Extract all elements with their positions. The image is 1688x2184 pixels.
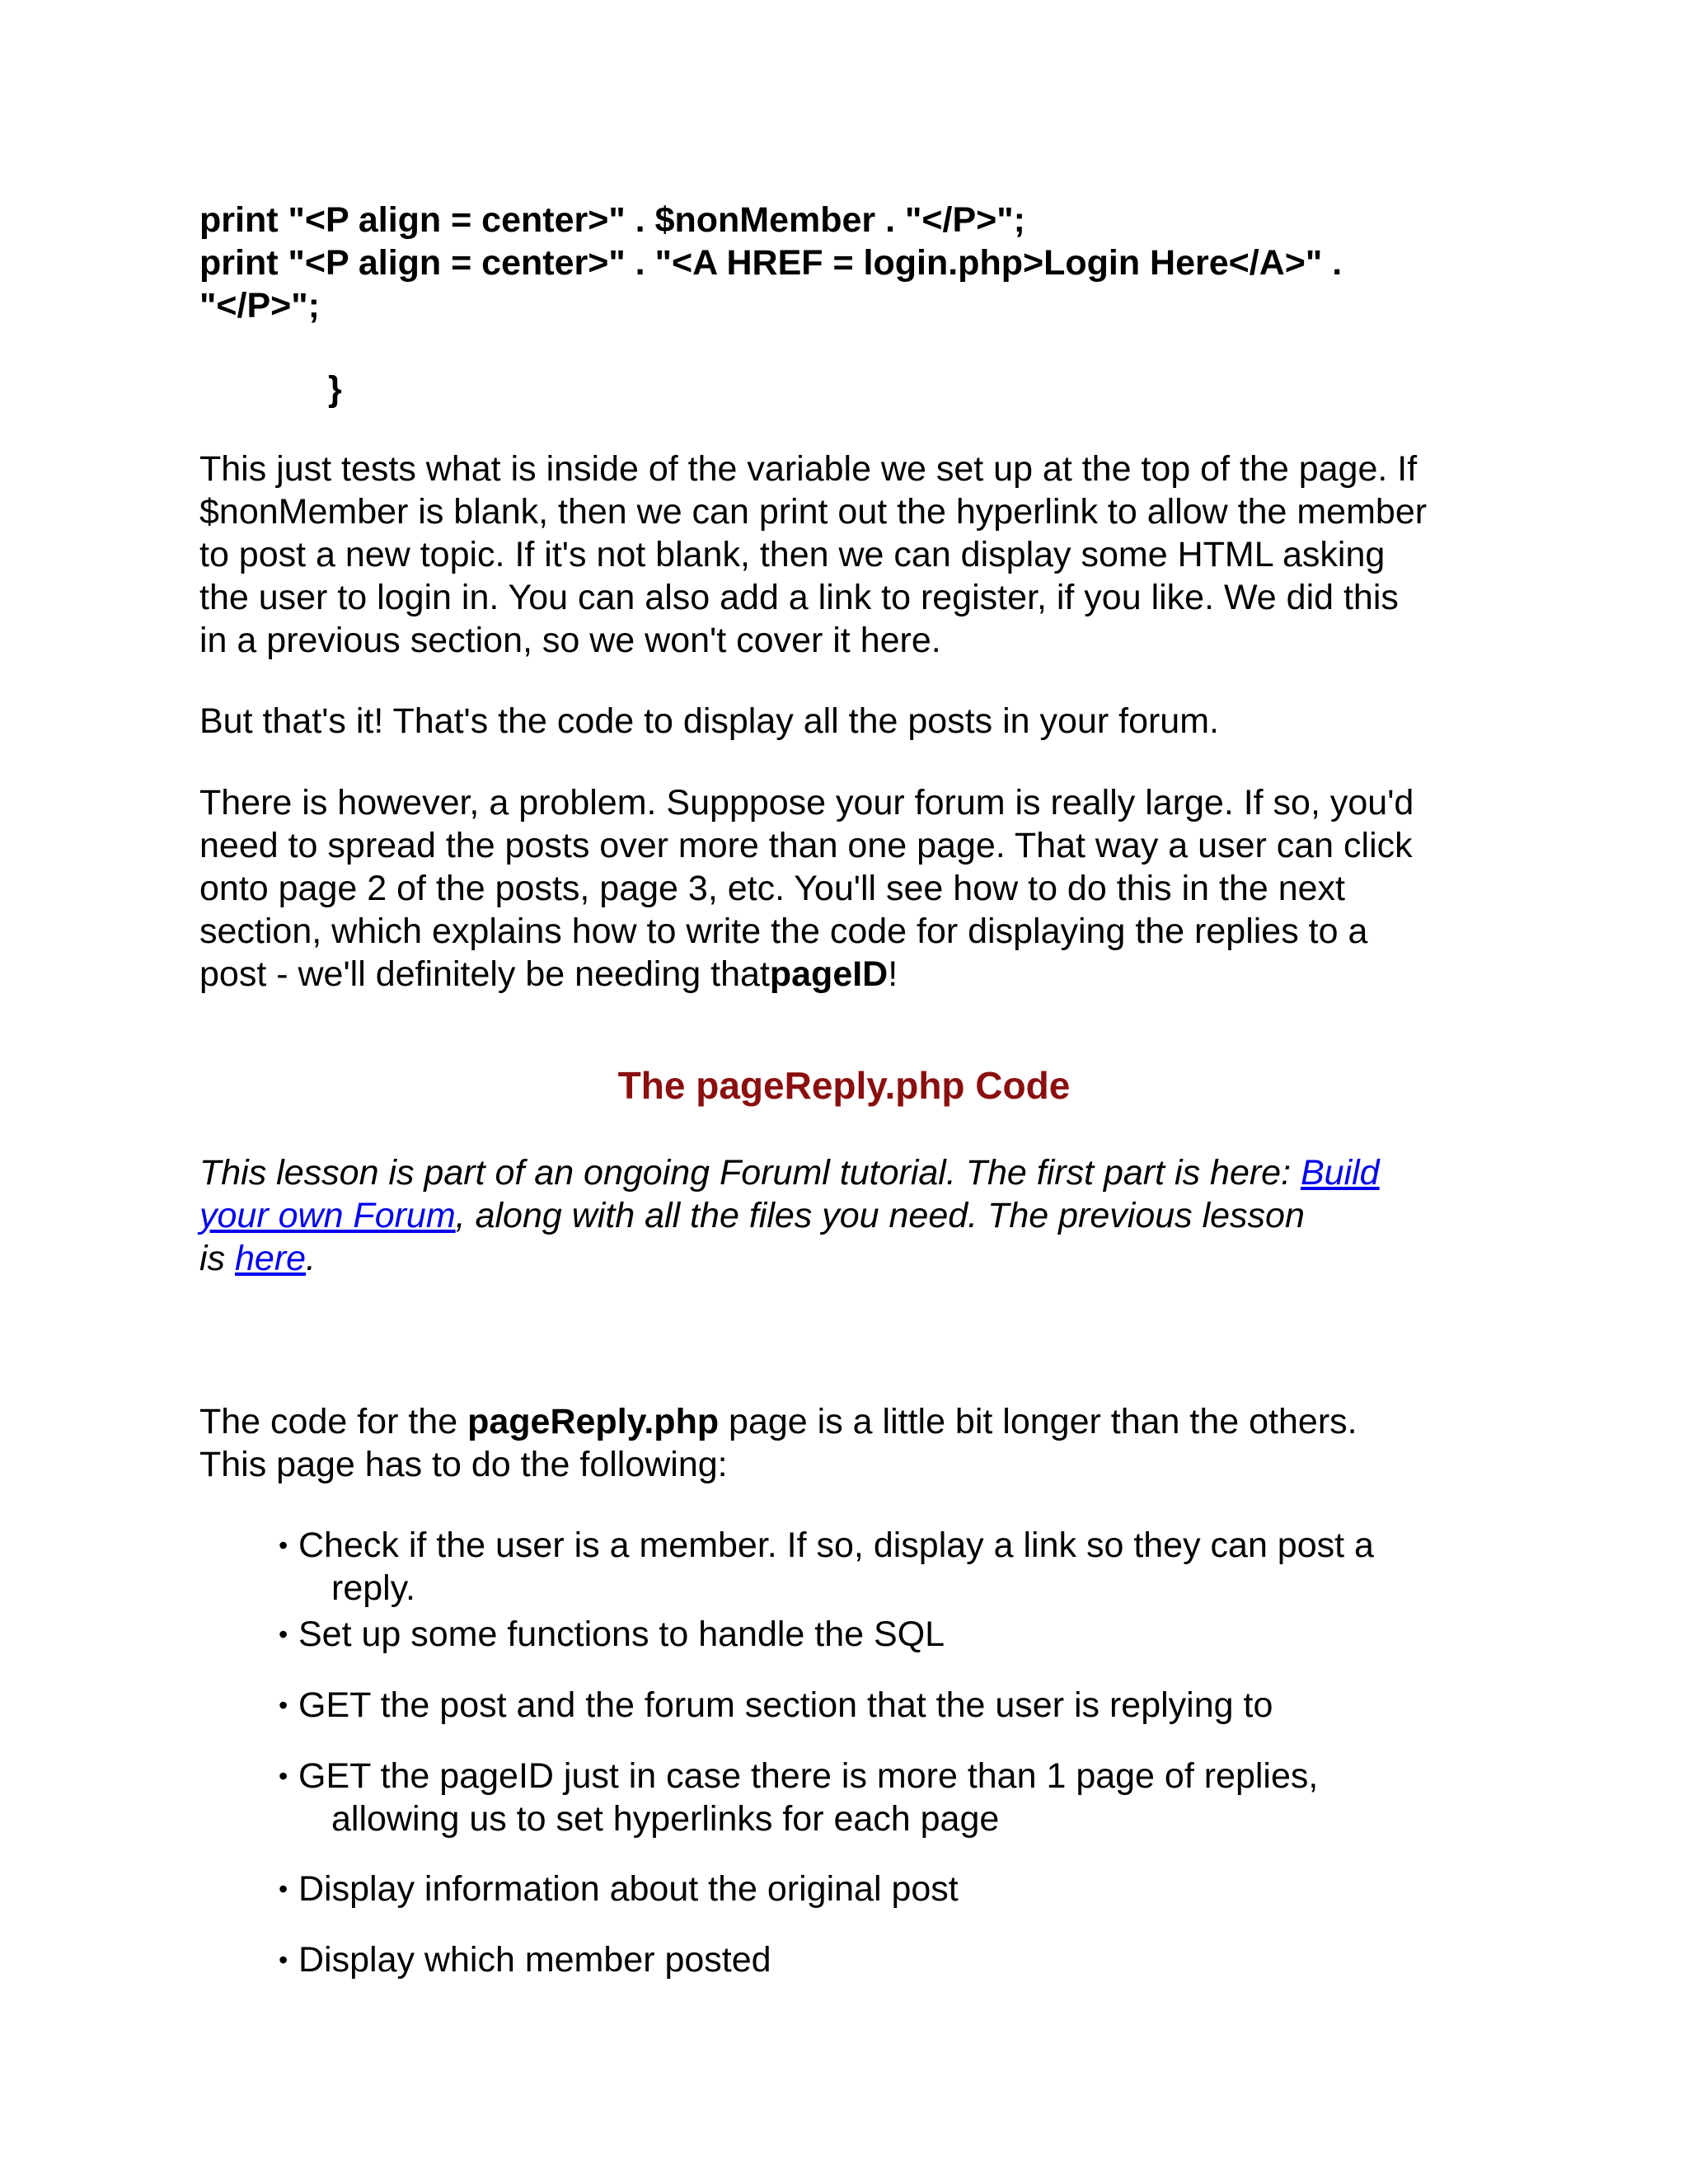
para4-text-after: page is a little bit longer than the others. — [719, 1402, 1357, 1441]
para1-line-1: This just tests what is inside of the variable we set up at the top of the page. If — [199, 449, 1418, 489]
intro-line-1 — [199, 1151, 1380, 1194]
para3-line-2: need to spread the posts over more than one page. That way a user can click — [199, 826, 1413, 865]
para4-line-1 — [199, 1400, 1357, 1443]
section-heading: The pageReply.php Code — [617, 1064, 1071, 1107]
bullet-dot: • — [279, 1530, 288, 1560]
bullet-dot: • — [279, 1619, 288, 1649]
bullet-item-2 — [279, 1613, 945, 1656]
bullet-item-6 — [279, 1938, 771, 1981]
intro-text-2: , along with all the files you need. The previous lesson — [455, 1196, 1305, 1235]
code-line-3: "</P>"; — [199, 286, 320, 326]
para2-line: But that's it! That's the code to display all the posts in your forum. — [199, 701, 1219, 741]
bullet-item-1 — [279, 1524, 1374, 1567]
previous-lesson-link[interactable]: here — [235, 1239, 307, 1278]
para3-line-5 — [199, 953, 898, 996]
code-line-1: print "<P align = center>" . $nonMember . "</P>"; — [199, 200, 1025, 240]
bullet-item-3 — [279, 1684, 1273, 1727]
pageid-bold: pageID — [769, 954, 889, 994]
bullet-dot: • — [279, 1690, 288, 1720]
para4-line-2: This page has to do the following: — [199, 1445, 728, 1484]
intro-end: . — [306, 1239, 316, 1278]
code-line-2: print "<P align = center>" . "<A HREF = login.php>Login Here</A>" . — [199, 243, 1343, 283]
bullet-item-4-continuation: allowing us to set hyperlinks for each page — [331, 1799, 1000, 1839]
bullet-item-5 — [279, 1868, 959, 1910]
para4-text-before: The code for the — [199, 1402, 468, 1441]
bullet-item-1-continuation: reply. — [331, 1568, 415, 1608]
code-closing-brace: } — [328, 369, 342, 409]
para3-last-end: ! — [888, 954, 898, 994]
para1-line-5: in a previous section, so we won't cover it here. — [199, 621, 941, 660]
bullet-6-text: Display which member posted — [298, 1940, 771, 1980]
bullet-3-text: GET the post and the forum section that the user is replying to — [298, 1685, 1273, 1725]
para3-line-4: section, which explains how to write the code for displaying the replies to a — [199, 912, 1368, 951]
intro-line-2 — [199, 1194, 1305, 1237]
bullet-dot: • — [279, 1874, 288, 1904]
para3-last-text: post - we'll definitely be needing that — [199, 954, 770, 994]
bullet-dot: • — [279, 1945, 288, 1975]
build-forum-link-part1[interactable]: Build — [1300, 1153, 1380, 1193]
intro-text-3: is — [199, 1239, 235, 1278]
para1-line-3: to post a new topic. If it's not blank, then we can display some HTML asking — [199, 535, 1386, 574]
bullet-2-text: Set up some functions to handle the SQL — [298, 1615, 945, 1654]
bullet-1-text: Check if the user is a member. If so, display a link so they can post a — [298, 1526, 1374, 1565]
bullet-4-text: GET the pageID just in case there is more than 1 page of replies, — [298, 1756, 1319, 1796]
bullet-dot: • — [279, 1761, 288, 1791]
build-forum-link-part2[interactable]: your own Forum — [199, 1196, 456, 1235]
para3-line-1: There is however, a problem. Supppose your forum is really large. If so, you'd — [199, 783, 1414, 823]
para1-line-4: the user to login in. You can also add a link to register, if you like. We did this — [199, 578, 1399, 617]
bullet-item-4 — [279, 1755, 1318, 1797]
pagereply-bold: pageReply.php — [467, 1402, 720, 1441]
para3-line-3: onto page 2 of the posts, page 3, etc. You'll see how to do this in the next — [199, 869, 1345, 908]
intro-text-1: This lesson is part of an ongoing Foruml tutorial. The first part is here: — [199, 1153, 1301, 1193]
bullet-5-text: Display information about the original post — [298, 1869, 959, 1909]
para1-line-2: $nonMember is blank, then we can print out the hyperlink to allow the member — [199, 492, 1428, 532]
intro-line-3 — [199, 1237, 316, 1280]
